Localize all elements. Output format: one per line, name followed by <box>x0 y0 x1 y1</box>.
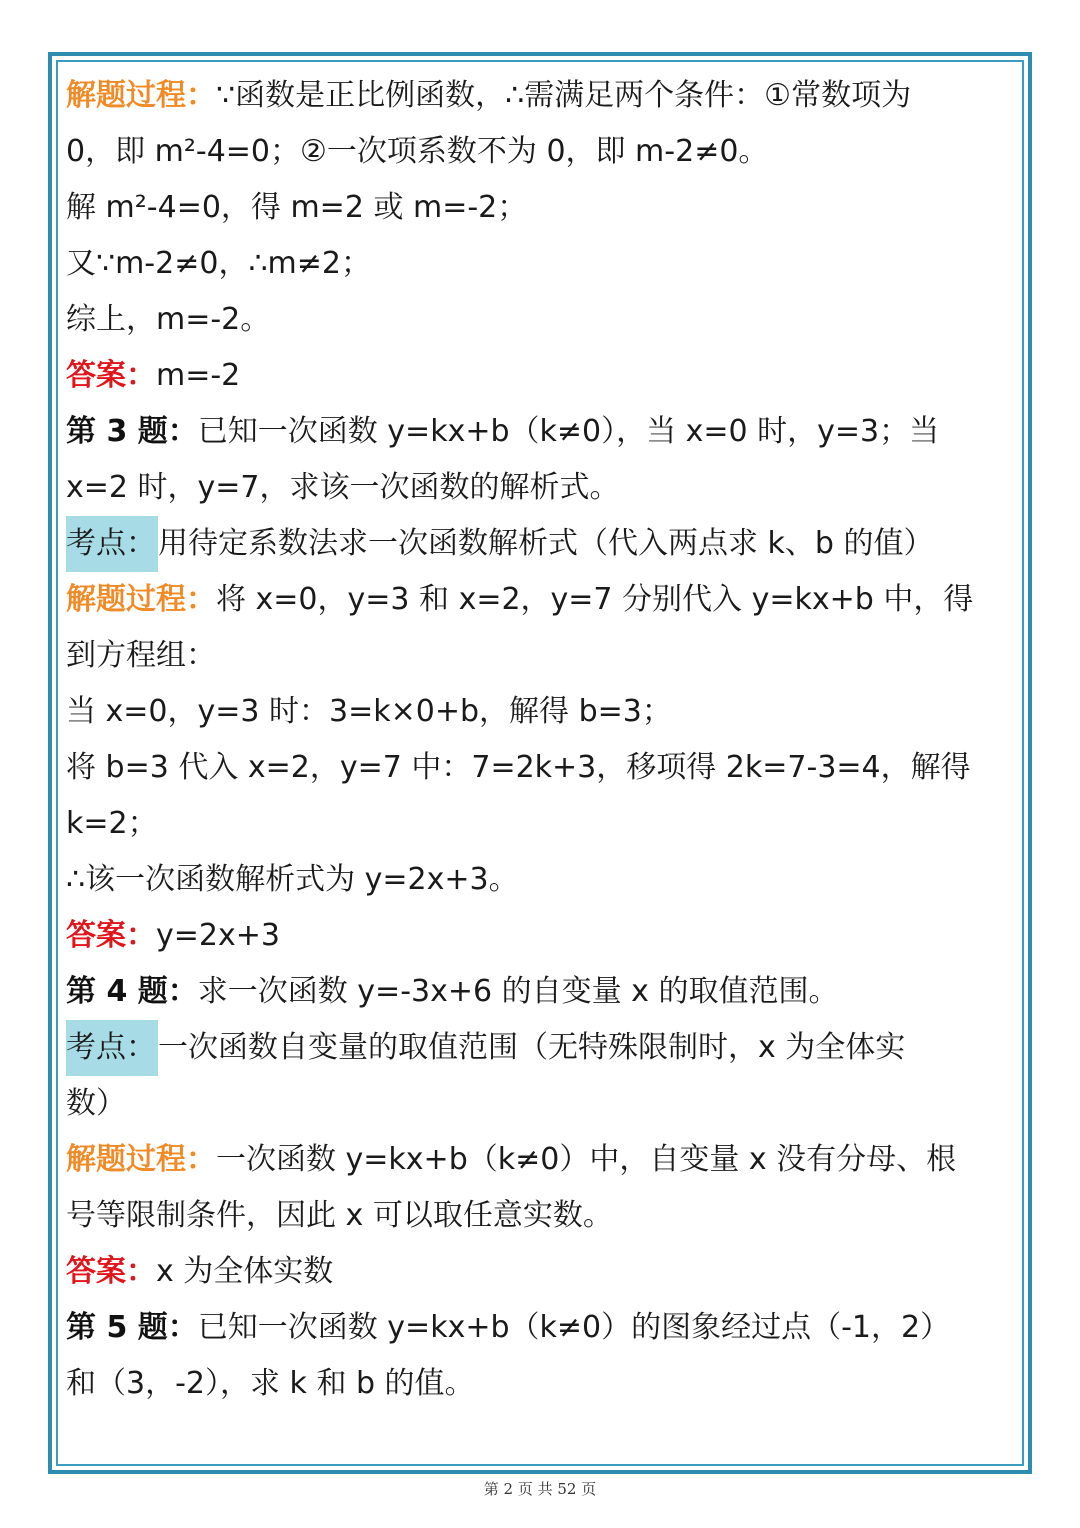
process-label: 解题过程： <box>66 1142 216 1177</box>
answer-text: y=2x+3 <box>156 918 280 953</box>
text-line: 将 b=3 代入 x=2，y=7 中：7=2k+3，移项得 2k=7-3=4，解得 <box>66 750 971 785</box>
answer-label: 答案： <box>66 1254 156 1289</box>
text-line: ∴该一次函数解析式为 y=2x+3。 <box>66 862 519 897</box>
answer-line <box>66 908 1016 964</box>
text-line: x=2 时，y=7，求该一次函数的解析式。 <box>66 470 620 505</box>
text-line: 解 m²-4=0，得 m=2 或 m=-2； <box>66 190 528 225</box>
answer-label: 答案： <box>66 358 156 393</box>
question-4-label: 第 4 题： <box>66 974 198 1009</box>
text-line: 数） <box>66 1086 126 1121</box>
text-line: 当 x=0，y=3 时：3=k×0+b，解得 b=3； <box>66 694 672 729</box>
point-line <box>66 1020 1016 1076</box>
question-4-line <box>66 964 1016 1020</box>
answer-text: x 为全体实数 <box>156 1254 334 1289</box>
question-4-text: 求一次函数 y=-3x+6 的自变量 x 的取值范围。 <box>197 974 839 1009</box>
process-line <box>66 1132 1016 1188</box>
text-line <box>66 68 1016 124</box>
point-label: 考点： <box>66 1020 158 1076</box>
process-label: 解题过程： <box>66 78 216 113</box>
text-line: 号等限制条件，因此 x 可以取任意实数。 <box>66 1198 613 1233</box>
page-footer: 第 2 页 共 52 页 <box>483 1480 597 1498</box>
text-line: 0，即 m²-4=0；②一次项系数不为 0，即 m-2≠0。 <box>66 134 769 169</box>
process-label: 解题过程： <box>66 582 216 617</box>
text-line: 和（3，-2），求 k 和 b 的值。 <box>66 1366 475 1401</box>
answer-label: 答案： <box>66 918 156 953</box>
process-text: ∵函数是正比例函数，∴需满足两个条件：①常数项为 <box>216 78 912 113</box>
text-line: k=2； <box>66 806 158 841</box>
text-line: 到方程组： <box>66 638 216 673</box>
point-text: 一次函数自变量的取值范围（无特殊限制时，x 为全体实 <box>158 1030 906 1065</box>
answer-line <box>66 348 1016 404</box>
question-3-label: 第 3 题： <box>66 414 198 449</box>
process-text: 一次函数 y=kx+b（k≠0）中，自变量 x 没有分母、根 <box>216 1142 957 1177</box>
process-text: 将 x=0，y=3 和 x=2，y=7 分别代入 y=kx+b 中，得 <box>216 582 974 617</box>
answer-text: m=-2 <box>156 358 241 393</box>
process-line <box>66 572 1016 628</box>
question-5-text: 已知一次函数 y=kx+b（k≠0）的图象经过点（-1，2） <box>197 1310 951 1345</box>
point-label: 考点： <box>66 516 158 572</box>
question-5-line <box>66 1300 1016 1356</box>
text-line: 又∵m-2≠0，∴m≠2； <box>66 246 371 281</box>
question-5-label: 第 5 题： <box>66 1310 198 1345</box>
question-3-text: 已知一次函数 y=kx+b（k≠0），当 x=0 时，y=3；当 <box>197 414 940 449</box>
question-3-line <box>66 404 1016 460</box>
text-line: 综上，m=-2。 <box>66 302 271 337</box>
point-text: 用待定系数法求一次函数解析式（代入两点求 k、b 的值） <box>158 526 934 561</box>
answer-line <box>66 1244 1016 1300</box>
document-content <box>66 68 1016 1412</box>
point-line <box>66 516 1016 572</box>
